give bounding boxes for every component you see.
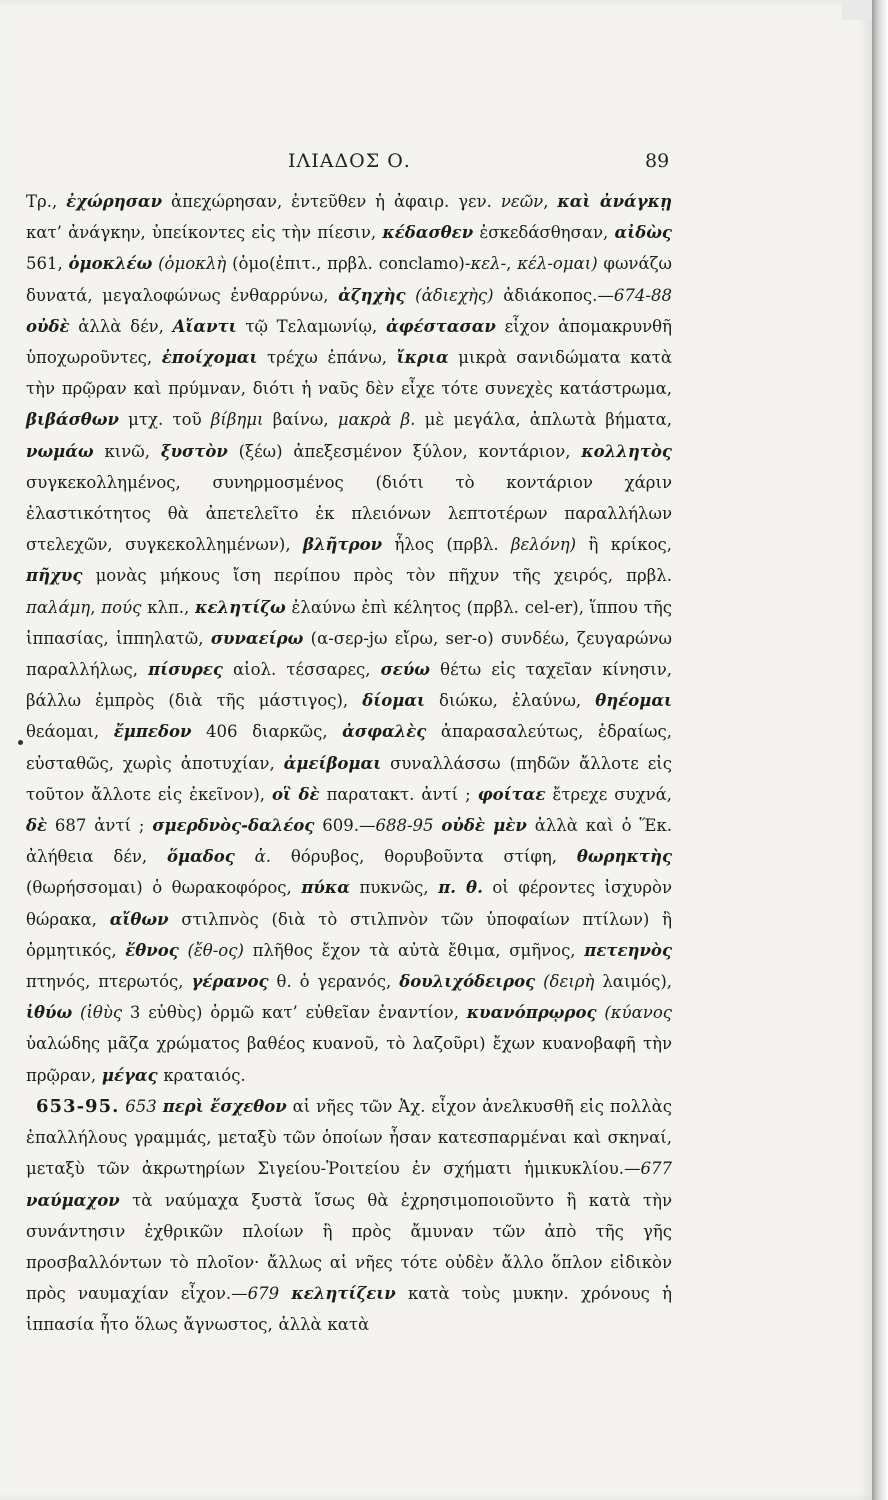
page-edge xyxy=(872,0,888,1500)
corner-mark xyxy=(842,0,872,20)
commentary-text xyxy=(26,186,672,1341)
running-title: ΙΛΙΑΔΟΣ Ο. xyxy=(288,150,411,172)
paragraph: Τρ., ἐχώρησαν ἀπεχώρησαν, ἐντεῦθεν ἡ ἀφαιρ. γεν. νεῶν, καὶ ἀνάγκῃ κατ’ ἀνάγκην, ὑπείκοντες εἰς τὴν πίεσιν, κέδασθεν ἐσκεδάσθησαν, αἰδὼς 561, ὁμοκλέω (ὁμοκλὴ (ὁμο(ἐπιτ., πρβλ. conclamo)-κελ-, κέλ-ομαι) φωνάζω δυνατά, μεγαλοφώνως ἐνθαρρύνω, ἀζηχὴς (ἀδιεχὴς) ἀδιάκοπος.—674-88 οὐδὲ ἀλλὰ δέν, Αἴαντι τῷ Τελαμωνίῳ, ἀφέστασαν εἶχον ἀπομακρυνθῆ ὑποχωροῦντες, ἐποίχομαι τρέχω ἐπάνω, ἴκρια μικρὰ σανιδώματα κατὰ τὴν πρῷραν καὶ πρύμναν, διότι ἡ ναῦς δὲν εἶχε τότε συνεχὲς κατάστρωμα, βιβάσθων μτχ. τοῦ βίβημι βαίνω, μακρὰ β. μὲ μεγάλα, ἁπλωτὰ βήματα, νωμάω κινῶ, ξυστὸν (ξέω) ἀπεξεσμένον ξύλον, κοντάριον, κολλητὸς συγκεκολλημένος, συνηρμοσμένος (διότι τὸ κοντάριον χάριν ἐλαστικότητος θὰ ἀπετελεῖτο ἐκ πλειόνων λεπτοτέρων παραλλήλων στελεχῶν, συγκεκολλημένων), βλῆτρον ἧλος (πρβλ. βελόνη) ἢ κρίκος, πῆχυς μονὰς μήκους ἴση περίπου πρὸς τὸν πῆχυν τῆς χειρός, πρβλ. παλάμη, πούς κλπ., κελητίζω ἐλαύνω ἐπὶ κέλητος (πρβλ. cel-er), ἵππου τῆς ἱππασίας, ἱππηλατῶ, συναείρω (α-σερ-jω εἴρω, ser-o) συνδέω, ζευγαρώνω παραλλήλως, πίσυρες αἰολ. τέσσαρες, σεύω θέτω εἰς ταχεῖαν κίνησιν, βάλλω ἐμπρὸς (διὰ τῆς μάστιγος), δίομαι διώκω, ἐλαύνω, θηέομαι θεάομαι, ἔμπεδον 406 διαρκῶς, ἀσφαλὲς ἀπαρασαλεύτως, ἑδραίως, εὐσταθῶς, χωρὶς ἀποτυχίαν, ἀμείβομαι συναλλάσσω (πηδῶν ἄλλοτε εἰς τοῦτον ἄλλοτε εἰς ἐκεῖνον), οἳ δὲ παρατακτ. ἀντί ; φοίταε ἔτρεχε συχνά, δὲ 687 ἀντί ; σμερδνὸς-δαλέος 609.—688-95 οὐδὲ μὲν ἀλλὰ καὶ ὁ Ἕκ. ἀλήθεια δέν, ὅμαδος ἀ. θόρυβος, θορυβοῦντα στίφη, θωρηκτὴς (θωρήσσομαι) ὁ θωρακοφόρος, πύκα πυκνῶς, π. θ. οἱ φέροντες ἰσχυρὸν θώρακα, αἴθων στιλπνὸς (διὰ τὸ στιλπνὸν τῶν ὑποφαίων πτίλων) ἢ ὁρμητικός, ἔθνος (ἔθ-ος) πλῆθος ἔχον τὰ αὐτὰ ἔθιμα, σμῆνος, πετεηνὸς πτηνός, πτερωτός, γέρανος θ. ὁ γερανός, δουλιχόδειρος (δειρὴ λαιμός), ἰθύω (ἰθὺς 3 εὐθὺς) ὁρμῶ κατ’ εὐθεῖαν ἐναντίον, κυανόπρῳρος (κύανος ὑαλώδης μᾶζα χρώματος βαθέος κυανοῦ, τὸ λαζοῦρι) ἔχων κυανοβαφῆ τὴν πρῷραν, μέγας κραταιός. xyxy=(26,192,673,1085)
page-header xyxy=(0,150,872,180)
margin-dot-mark xyxy=(18,740,23,745)
page-number: 89 xyxy=(645,150,670,172)
paragraph: 653-95. 653 περὶ ἔσχεθον αἱ νῆες τῶν Ἀχ. εἶχον ἀνελκυσθῆ εἰς πολλὰς ἐπαλλήλους γραμμάς, μεταξὺ τῶν ὁποίων ἦσαν κατεσπαρμέναι καὶ σκηναί, μεταξὺ τῶν ἀκρωτηρίων Σιγείου-Ῥοιτείου ἐν σχήματι ἡμικυκλίου.—677 ναύμαχον τὰ ναύμαχα ξυστὰ ἴσως θὰ ἐχρησιμοποιοῦντο ἢ κατὰ τὴν συνάντησιν ἐχθρικῶν πλοίων ἢ πρὸς ἄμυναν τῶν ἀπὸ τῆς γῆς προσβαλλόντων τὸ πλοῖον· ἄλλως αἱ νῆες τότε οὐδὲν ἄλλο ὅπλον εἰδικὸν πρὸς ναυμαχίαν εἶχον.—679 κελητίζειν κατὰ τοὺς μυκην. χρόνους ἡ ἱππασία ἦτο ὅλως ἄγνωστος, ἀλλὰ κατὰ xyxy=(26,1095,673,1335)
